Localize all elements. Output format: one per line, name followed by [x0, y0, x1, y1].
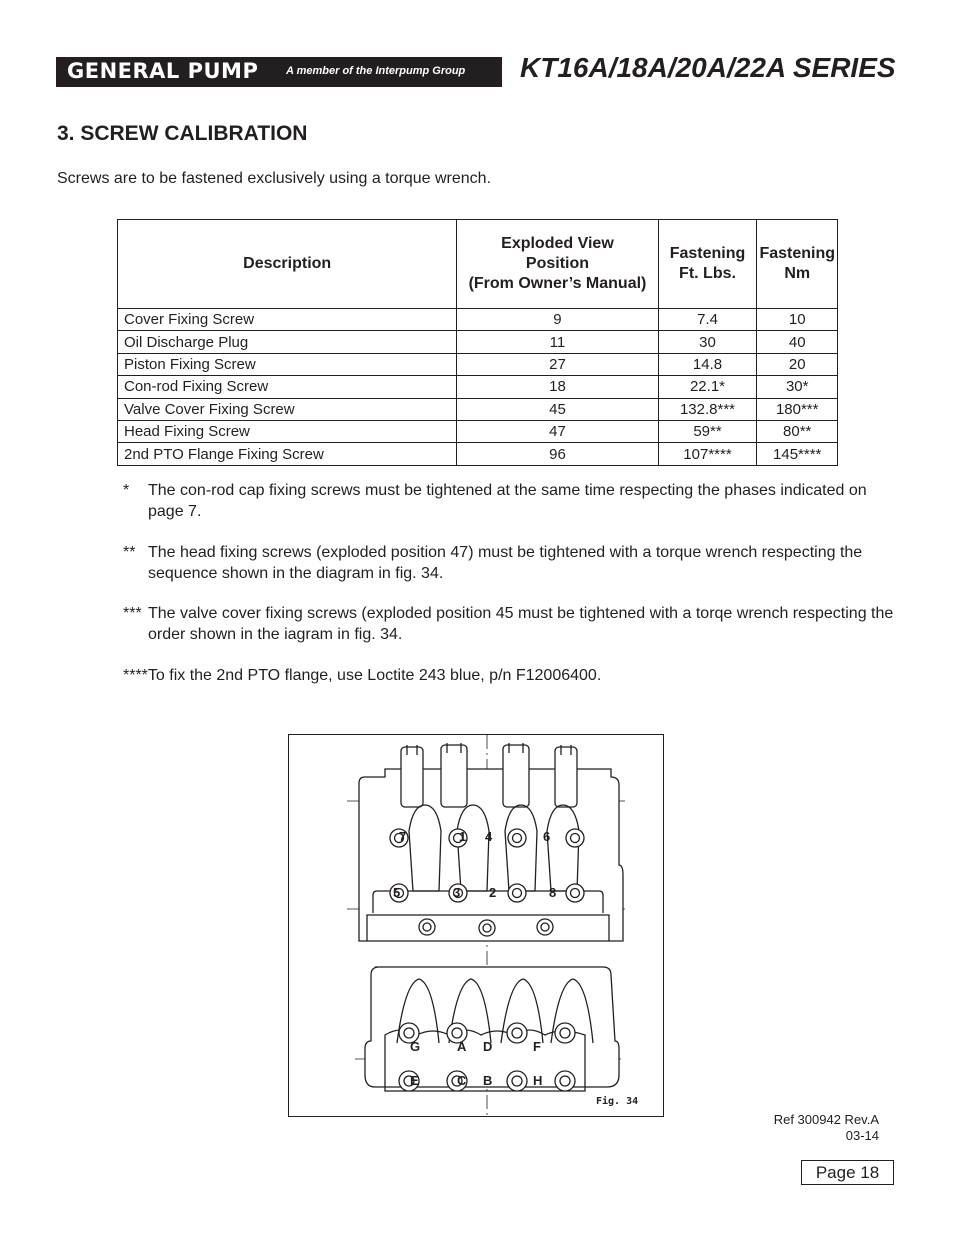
cell-ft-lbs: 14.8 [658, 353, 757, 375]
cell-position: 18 [457, 376, 658, 398]
pump-head-diagram [289, 735, 662, 1115]
cell-nm: 20 [757, 353, 838, 375]
ref-line-2: 03-14 [845, 1128, 879, 1143]
cell-description: 2nd PTO Flange Fixing Screw [118, 443, 457, 465]
table-row [118, 309, 838, 331]
torque-table [117, 219, 838, 466]
brand-name: GENERAL PUMP [67, 59, 259, 83]
head-seq-label: 3 [453, 885, 461, 900]
table-row [118, 420, 838, 442]
valve-seq-label: D [483, 1039, 493, 1054]
head-seq-label: 5 [393, 885, 401, 900]
cell-nm: 180*** [757, 398, 838, 420]
valve-seq-label: B [483, 1073, 493, 1088]
cell-position: 27 [457, 353, 658, 375]
brand-bar [56, 57, 502, 87]
table-row [118, 353, 838, 375]
footnote-mark: **** [123, 667, 148, 684]
header-description: Description [118, 220, 457, 309]
ref-line-1: Ref 300942 Rev.A [773, 1112, 879, 1127]
cell-ft-lbs: 132.8*** [658, 398, 757, 420]
cell-description: Cover Fixing Screw [118, 309, 457, 331]
brand-tagline: A member of the Interpump Group [286, 65, 466, 77]
cell-nm: 40 [757, 331, 838, 353]
cell-nm: 145**** [757, 443, 838, 465]
head-seq-label: 1 [459, 829, 467, 844]
footnote-4 [123, 665, 898, 686]
cell-nm: 80** [757, 420, 838, 442]
footnote-mark: * [123, 482, 130, 499]
footnote-text: The con-rod cap fixing screws must be tightened at the same time respecting the phases indicated on page 7. [148, 482, 867, 520]
head-seq-label: 2 [489, 885, 497, 900]
cell-description: Oil Discharge Plug [118, 331, 457, 353]
valve-seq-label: C [457, 1073, 467, 1088]
cell-nm: 30* [757, 376, 838, 398]
figure-34 [288, 734, 664, 1117]
intro-text: Screws are to be fastened exclusively using a torque wrench. [57, 170, 492, 187]
cell-description: Head Fixing Screw [118, 420, 457, 442]
footnote-text: To fix the 2nd PTO flange, use Loctite 243 blue, p/n F12006400. [147, 667, 602, 684]
cell-ft-lbs: 107**** [658, 443, 757, 465]
head-seq-label: 4 [485, 829, 493, 844]
header-nm: Fastening Nm [757, 220, 838, 309]
cell-description: Piston Fixing Screw [118, 353, 457, 375]
footnote-mark: ** [123, 544, 136, 561]
table-header-row [118, 220, 838, 309]
footnote-mark: *** [123, 605, 142, 622]
header-position: Exploded View Position (From Owner’s Manual) [457, 220, 658, 309]
head-seq-label: 7 [399, 829, 407, 844]
table-row [118, 331, 838, 353]
valve-seq-label: G [410, 1039, 421, 1054]
cell-ft-lbs: 30 [658, 331, 757, 353]
figure-label: Fig. 34 [596, 1096, 639, 1107]
footnote-1 [123, 480, 898, 522]
cell-position: 9 [457, 309, 658, 331]
head-seq-label: 8 [549, 885, 557, 900]
table-row [118, 376, 838, 398]
valve-seq-label: A [457, 1039, 467, 1054]
reference [774, 1112, 879, 1144]
footnote-text: The valve cover fixing screws (exploded position 45 must be tightened with a torqe wrench respecting the order shown in the iagram in fig. 34. [148, 605, 894, 643]
footnote-2 [123, 542, 898, 584]
page-number: Page 18 [801, 1160, 894, 1185]
cell-description: Con-rod Fixing Screw [118, 376, 457, 398]
valve-seq-label: H [533, 1073, 543, 1088]
valve-seq-label: E [410, 1073, 419, 1088]
cell-position: 11 [457, 331, 658, 353]
cell-nm: 10 [757, 309, 838, 331]
series-title: KT16A/18A/20A/22A SERIES [520, 52, 896, 83]
head-seq-label: 6 [543, 829, 551, 844]
header-ft-lbs: Fastening Ft. Lbs. [658, 220, 757, 309]
table-row [118, 443, 838, 465]
cell-ft-lbs: 22.1* [658, 376, 757, 398]
cell-description: Valve Cover Fixing Screw [118, 398, 457, 420]
footnote-text: The head fixing screws (exploded position 47) must be tightened with a torque wrench respecting the sequence shown in the diagram in fig. 34. [148, 544, 863, 582]
cell-position: 96 [457, 443, 658, 465]
valve-seq-label: F [533, 1039, 541, 1054]
section-title: 3. SCREW CALIBRATION [57, 122, 308, 145]
table-row [118, 398, 838, 420]
cell-ft-lbs: 7.4 [658, 309, 757, 331]
cell-position: 47 [457, 420, 658, 442]
cell-position: 45 [457, 398, 658, 420]
footnote-3 [123, 603, 898, 645]
cell-ft-lbs: 59** [658, 420, 757, 442]
